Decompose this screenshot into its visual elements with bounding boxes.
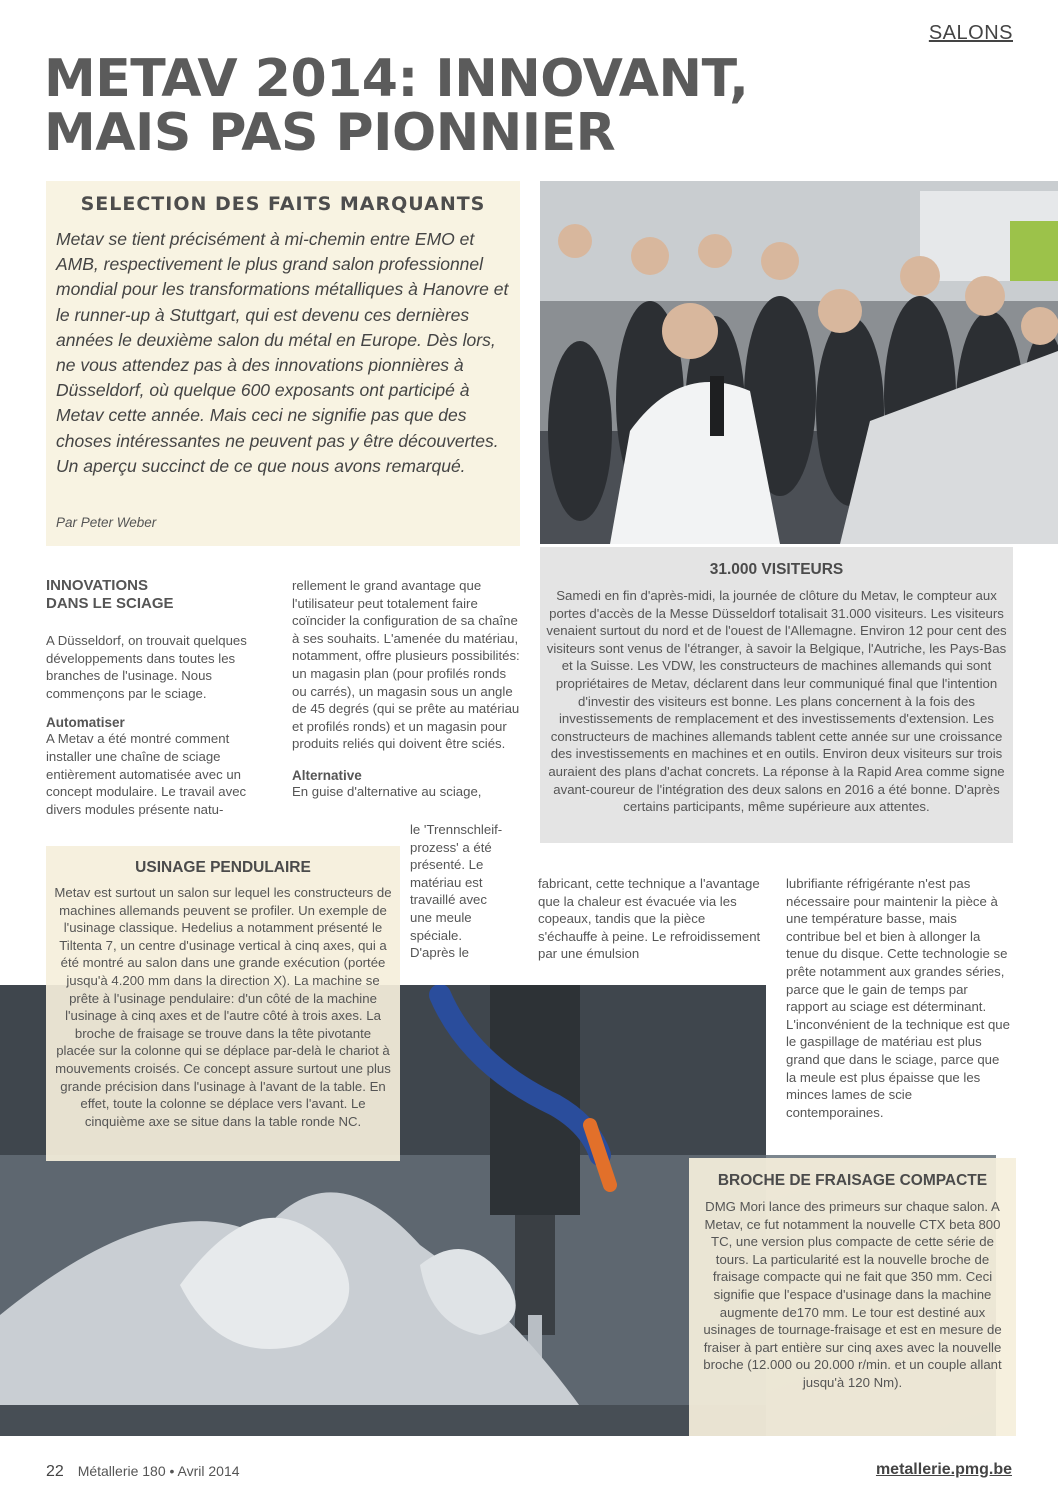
- sciage-para-1: A Düsseldorf, on trouvait quelques développements dans toutes les branches de l'usinage. Nous commençons par le sciage.: [46, 633, 247, 701]
- visitors-photo-illustration: [540, 181, 1058, 544]
- sciage-column-3: fabricant, cette technique a l'avantage que la chaleur est évacuée via les copeaux, tandis que la pièce s'échauffe à peine. Le refroidissement par une émulsion: [538, 876, 761, 962]
- byline: Par Peter Weber: [56, 515, 157, 530]
- intro-text: Metav se tient précisément à mi-chemin entre EMO et AMB, respectivement le plus grand salon professionnel mondial pour les transformations métalliques à Hanovre et le runner-up à Stuttgart, qui est devenu ces dernières années le deuxième salon du métal en Europe. Dès lors, ne vous attendez pas à des innovations pionnières à Düsseldorf, où quelque 600 exposants ont participé à Metav cette année. Mais ceci ne signifie pas que des choses intéressantes ne peuvent pas y être découvertes. Un aperçu succinct de ce que nous avons remarqué.: [56, 229, 509, 476]
- visitors-text: Samedi en fin d'après-midi, la journée de clôture du Metav, le compteur aux portes d'accès de la Messe Düsseldorf totalisait 31.000 visiteurs. Les visiteurs venaient surtout du nord et de l'ouest de l'Allemagne. Environ 12 pour cent des visiteurs sont venus de l'étranger, à savoir la Belgique, l'Autriche, les Pays-Bas et la Suisse. Les VDW, les constructeurs de machines allemands qui sont propriétaires de Metav, déclarent dans leur communiqué final que l'intention d'investir des visiteurs est bonne. Les plans concernent à la fois des investissements de remplacement et des investissements d'extension. Les constructeurs de machines allemands tablent cette année sur une croissance des investissements en machines et en outils. Environ deux visiteurs sur trois auraient des plans d'achat concrets. La réponse à la Rapid Area comme signe avant-coureur de l'intégration des deux salons en 2016 a été bonne. D'après certains participants, même supérieure aux attentes.: [546, 588, 1007, 815]
- footer-left: [46, 1463, 240, 1481]
- sciage-column-4: lubrifiante réfrigérante n'est pas nécessaire pour maintenir la pièce à une température basse, mais contribue bel et bien à allonger la tenue du disque. Cette technologie se prête notamment aux grandes séries, parce que le gain de temps par rapport au sciage est déterminant. L'inconvénient de la technique est que le gaspillage de matériau est plus grand que dans le sciage, parce que la meule est plus épaisse que les minces lames de scie contemporaines.: [786, 876, 1010, 1120]
- alternative-line: En guise d'alternative au sciage,: [292, 783, 482, 799]
- page-number: 22: [46, 1463, 64, 1480]
- issue-info: Métallerie 180 • Avril 2014: [77, 1463, 240, 1479]
- pendulaire-heading: USINAGE PENDULAIRE: [135, 859, 311, 876]
- automatiser-subheading: Automatiser: [46, 715, 125, 731]
- sciage-col2-text: rellement le grand avantage que l'utilisateur peut totalement faire coïncider la configuration de sa chaîne à ses souhaits. L'amenée du matériau, notamment, offre plusieurs possibilités: un magasin plan (pour profilés ronds ou carrés), un magasin sous un angle de 45 degrés (qui se prête au matériau et profilés ronds) et un magasin pour produits reliés qui doivent être sciés.: [292, 578, 520, 752]
- visitors-photo: [540, 181, 1058, 544]
- sciage-para-2: A Metav a été montré comment installer une chaîne de sciage entièrement automatisée avec un concept modulaire. Le travail avec divers modules présente natu-: [46, 731, 247, 817]
- pendulaire-box: [46, 846, 400, 1161]
- alternative-subheading: Alternative: [292, 767, 362, 783]
- section-tag: SALONS: [928, 22, 1013, 44]
- article-title: [44, 49, 749, 163]
- title-line-2: MAIS PAS PIONNIER: [44, 103, 616, 163]
- sciage-heading: INNOVATIONS DANS LE SCIAGE: [46, 577, 174, 612]
- broche-box: [689, 1158, 1016, 1436]
- broche-text: DMG Mori lance des primeurs sur chaque salon. A Metav, ce fut notamment la nouvelle CTX beta 800 TC, une version plus compacte de cette série de tours. La particularité est la nouvelle broche de fraisage compacte qui ne fait que 350 mm. Ceci signifie que l'espace d'usinage dans la machine augmente de170 mm. Le tour est destiné aux usinages de tournage-fraisage et est en mesure de fraiser à part entière sur cinq axes avec la nouvelle broche (12.000 ou 20.000 r/min. et un couple allant jusqu'à 120 Nm).: [703, 1199, 1002, 1390]
- intro-box: [46, 181, 520, 546]
- sciage-column-1: [46, 577, 266, 818]
- intro-heading: SELECTION DES FAITS MARQUANTS: [80, 193, 486, 215]
- pendulaire-text: Metav est surtout un salon sur lequel les constructeurs de machines allemands peuvent se profiler. Un exemple de l'usinage classique. Hedelius a notamment présenté le Tiltenta 7, un centre d'usinage vertical à cinq axes, qui a été montré au salon dans une grande exécution (portée jusqu'à 4.200 mm dans la direction X). La machine se prête à l'usinage pendulaire: d'un côté de la machine l'usinage à cinq axes et de l'autre côté à trois axes. La broche de fraisage se trouve dans la tête pivotante placée sur la colonne qui se déplace par-delà le chariot à mouvements croisés. Ce concept assure surtout une plus grande précision dans l'usinage à l'avant de la table. En effet, toute la colonne se déplace vers l'avant. Le cinquième axe se situe dans la table ronde NC.: [54, 885, 392, 1129]
- alternative-narrow-text: le 'Trennschleif-prozess' a été présenté. Le matériau est travaillé avec une meule spéciale. D'après le: [410, 822, 503, 961]
- sciage-column-2: [292, 577, 520, 801]
- visitors-box: [540, 547, 1013, 843]
- title-line-1: METAV 2014: INNOVANT,: [44, 49, 749, 109]
- visitors-heading: 31.000 VISITEURS: [709, 561, 844, 578]
- broche-heading: BROCHE DE FRAISAGE COMPACTE: [717, 1172, 988, 1189]
- website-link[interactable]: metallerie.pmg.be: [875, 1461, 1012, 1478]
